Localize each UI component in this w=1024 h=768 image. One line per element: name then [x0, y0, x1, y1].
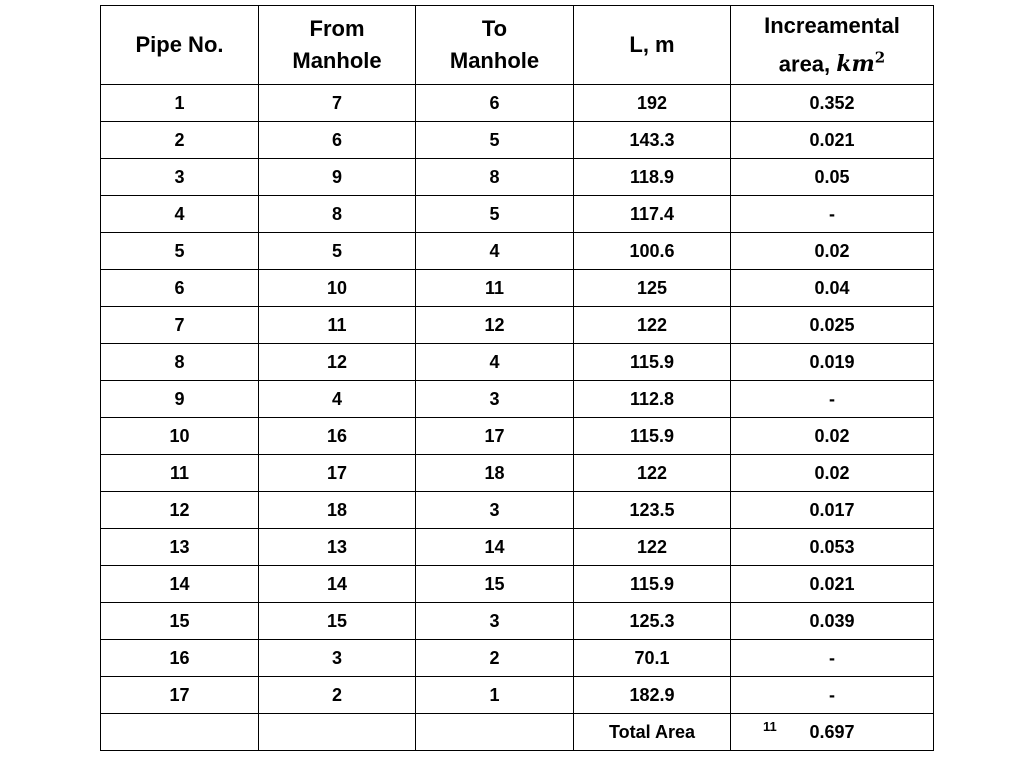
header-row: [101, 6, 934, 85]
cell-length: 122: [574, 307, 731, 344]
cell-to-manhole: 1: [416, 677, 574, 714]
table-row: [101, 307, 934, 344]
total-empty-cell-2: [259, 714, 416, 751]
cell-incremental-area: -: [731, 677, 934, 714]
cell-length: 123.5: [574, 492, 731, 529]
cell-pipe-no: 16: [101, 640, 259, 677]
cell-to-manhole: 3: [416, 603, 574, 640]
table-row: [101, 529, 934, 566]
cell-length: 100.6: [574, 233, 731, 270]
cell-incremental-area: 0.019: [731, 344, 934, 381]
table-row: [101, 455, 934, 492]
cell-to-manhole: 6: [416, 85, 574, 122]
cell-from-manhole: 5: [259, 233, 416, 270]
cell-from-manhole: 11: [259, 307, 416, 344]
cell-length: 122: [574, 455, 731, 492]
cell-incremental-area: -: [731, 640, 934, 677]
cell-pipe-no: 2: [101, 122, 259, 159]
cell-from-manhole: 6: [259, 122, 416, 159]
total-value-cell: [731, 714, 934, 751]
cell-from-manhole: 8: [259, 196, 416, 233]
table-row: [101, 196, 934, 233]
cell-to-manhole: 2: [416, 640, 574, 677]
cell-pipe-no: 3: [101, 159, 259, 196]
header-length: [574, 6, 731, 85]
total-label: Total Area: [608, 721, 696, 742]
cell-length: 182.9: [574, 677, 731, 714]
cell-to-manhole: 17: [416, 418, 574, 455]
header-from-line2: Manhole: [292, 48, 382, 73]
cell-incremental-area: 0.04: [731, 270, 934, 307]
total-empty-cell-3: [416, 714, 574, 751]
cell-length: 122: [574, 529, 731, 566]
cell-incremental-area: 0.352: [731, 85, 934, 122]
table-row: [101, 492, 934, 529]
table-row: [101, 566, 934, 603]
cell-from-manhole: 16: [259, 418, 416, 455]
cell-length: 115.9: [574, 344, 731, 381]
cell-pipe-no: 11: [101, 455, 259, 492]
cell-from-manhole: 17: [259, 455, 416, 492]
cell-incremental-area: 0.017: [731, 492, 934, 529]
cell-to-manhole: 3: [416, 492, 574, 529]
table-row: [101, 381, 934, 418]
total-value: 0.697: [809, 721, 855, 742]
total-label-cell: [574, 714, 731, 751]
cell-to-manhole: 15: [416, 566, 574, 603]
cell-length: 118.9: [574, 159, 731, 196]
cell-to-manhole: 5: [416, 196, 574, 233]
cell-from-manhole: 3: [259, 640, 416, 677]
cell-length: 115.9: [574, 566, 731, 603]
cell-from-manhole: 4: [259, 381, 416, 418]
cell-pipe-no: 8: [101, 344, 259, 381]
header-area-unit: [836, 48, 886, 78]
header-area-unit-base: km: [836, 51, 875, 78]
cell-from-manhole: 2: [259, 677, 416, 714]
cell-from-manhole: 13: [259, 529, 416, 566]
cell-length: 117.4: [574, 196, 731, 233]
table-body: [101, 85, 934, 714]
cell-incremental-area: 0.053: [731, 529, 934, 566]
cell-incremental-area: 0.02: [731, 233, 934, 270]
cell-pipe-no: 17: [101, 677, 259, 714]
header-length-label: L, m: [629, 32, 675, 57]
cell-pipe-no: 7: [101, 307, 259, 344]
cell-incremental-area: 0.039: [731, 603, 934, 640]
cell-pipe-no: 10: [101, 418, 259, 455]
cell-to-manhole: 5: [416, 122, 574, 159]
table-row: [101, 122, 934, 159]
cell-from-manhole: 14: [259, 566, 416, 603]
table-row: [101, 344, 934, 381]
header-pipe-no: [101, 6, 259, 85]
cell-incremental-area: -: [731, 381, 934, 418]
header-area-line1: Increamental: [764, 12, 900, 38]
cell-from-manhole: 9: [259, 159, 416, 196]
header-to-line1: To: [481, 16, 508, 41]
cell-incremental-area: 0.025: [731, 307, 934, 344]
cell-length: 192: [574, 85, 731, 122]
cell-to-manhole: 4: [416, 233, 574, 270]
table-row: [101, 159, 934, 196]
cell-from-manhole: 7: [259, 85, 416, 122]
cell-incremental-area: -: [731, 196, 934, 233]
cell-to-manhole: 3: [416, 381, 574, 418]
table-footer: [101, 714, 934, 751]
header-incremental-area: [731, 6, 934, 85]
cell-from-manhole: 12: [259, 344, 416, 381]
cell-length: 115.9: [574, 418, 731, 455]
header-area-prefix: area,: [778, 51, 837, 77]
header-from-manhole: [259, 6, 416, 85]
cell-to-manhole: 12: [416, 307, 574, 344]
cell-length: 125: [574, 270, 731, 307]
cell-to-manhole: 4: [416, 344, 574, 381]
table-row: [101, 418, 934, 455]
cell-length: 112.8: [574, 381, 731, 418]
cell-incremental-area: 0.05: [731, 159, 934, 196]
cell-incremental-area: 0.021: [731, 122, 934, 159]
table-row: [101, 233, 934, 270]
cell-pipe-no: 9: [101, 381, 259, 418]
cell-length: 70.1: [574, 640, 731, 677]
cell-length: 143.3: [574, 122, 731, 159]
cell-from-manhole: 10: [259, 270, 416, 307]
cell-pipe-no: 6: [101, 270, 259, 307]
table-row: [101, 640, 934, 677]
cell-pipe-no: 12: [101, 492, 259, 529]
table-row: [101, 677, 934, 714]
header-pipe-no-label: Pipe No.: [135, 32, 224, 57]
cell-pipe-no: 4: [101, 196, 259, 233]
cell-length: 125.3: [574, 603, 731, 640]
cell-to-manhole: 8: [416, 159, 574, 196]
cell-pipe-no: 13: [101, 529, 259, 566]
table-row: [101, 85, 934, 122]
slide-number: 11: [763, 719, 777, 734]
header-from-line1: From: [309, 16, 365, 41]
table-header: [101, 6, 934, 85]
cell-pipe-no: 15: [101, 603, 259, 640]
cell-incremental-area: 0.02: [731, 418, 934, 455]
cell-to-manhole: 14: [416, 529, 574, 566]
header-area-unit-exponent: 2: [874, 48, 886, 67]
cell-pipe-no: 1: [101, 85, 259, 122]
total-row: [101, 714, 934, 751]
table-row: [101, 270, 934, 307]
cell-to-manhole: 11: [416, 270, 574, 307]
cell-from-manhole: 15: [259, 603, 416, 640]
cell-from-manhole: 18: [259, 492, 416, 529]
cell-incremental-area: 0.021: [731, 566, 934, 603]
header-to-manhole: [416, 6, 574, 85]
cell-pipe-no: 14: [101, 566, 259, 603]
total-empty-cell-1: [101, 714, 259, 751]
cell-pipe-no: 5: [101, 233, 259, 270]
header-to-line2: Manhole: [449, 48, 540, 73]
cell-incremental-area: 0.02: [731, 455, 934, 492]
table-row: [101, 603, 934, 640]
cell-to-manhole: 18: [416, 455, 574, 492]
pipe-table: [100, 5, 934, 751]
